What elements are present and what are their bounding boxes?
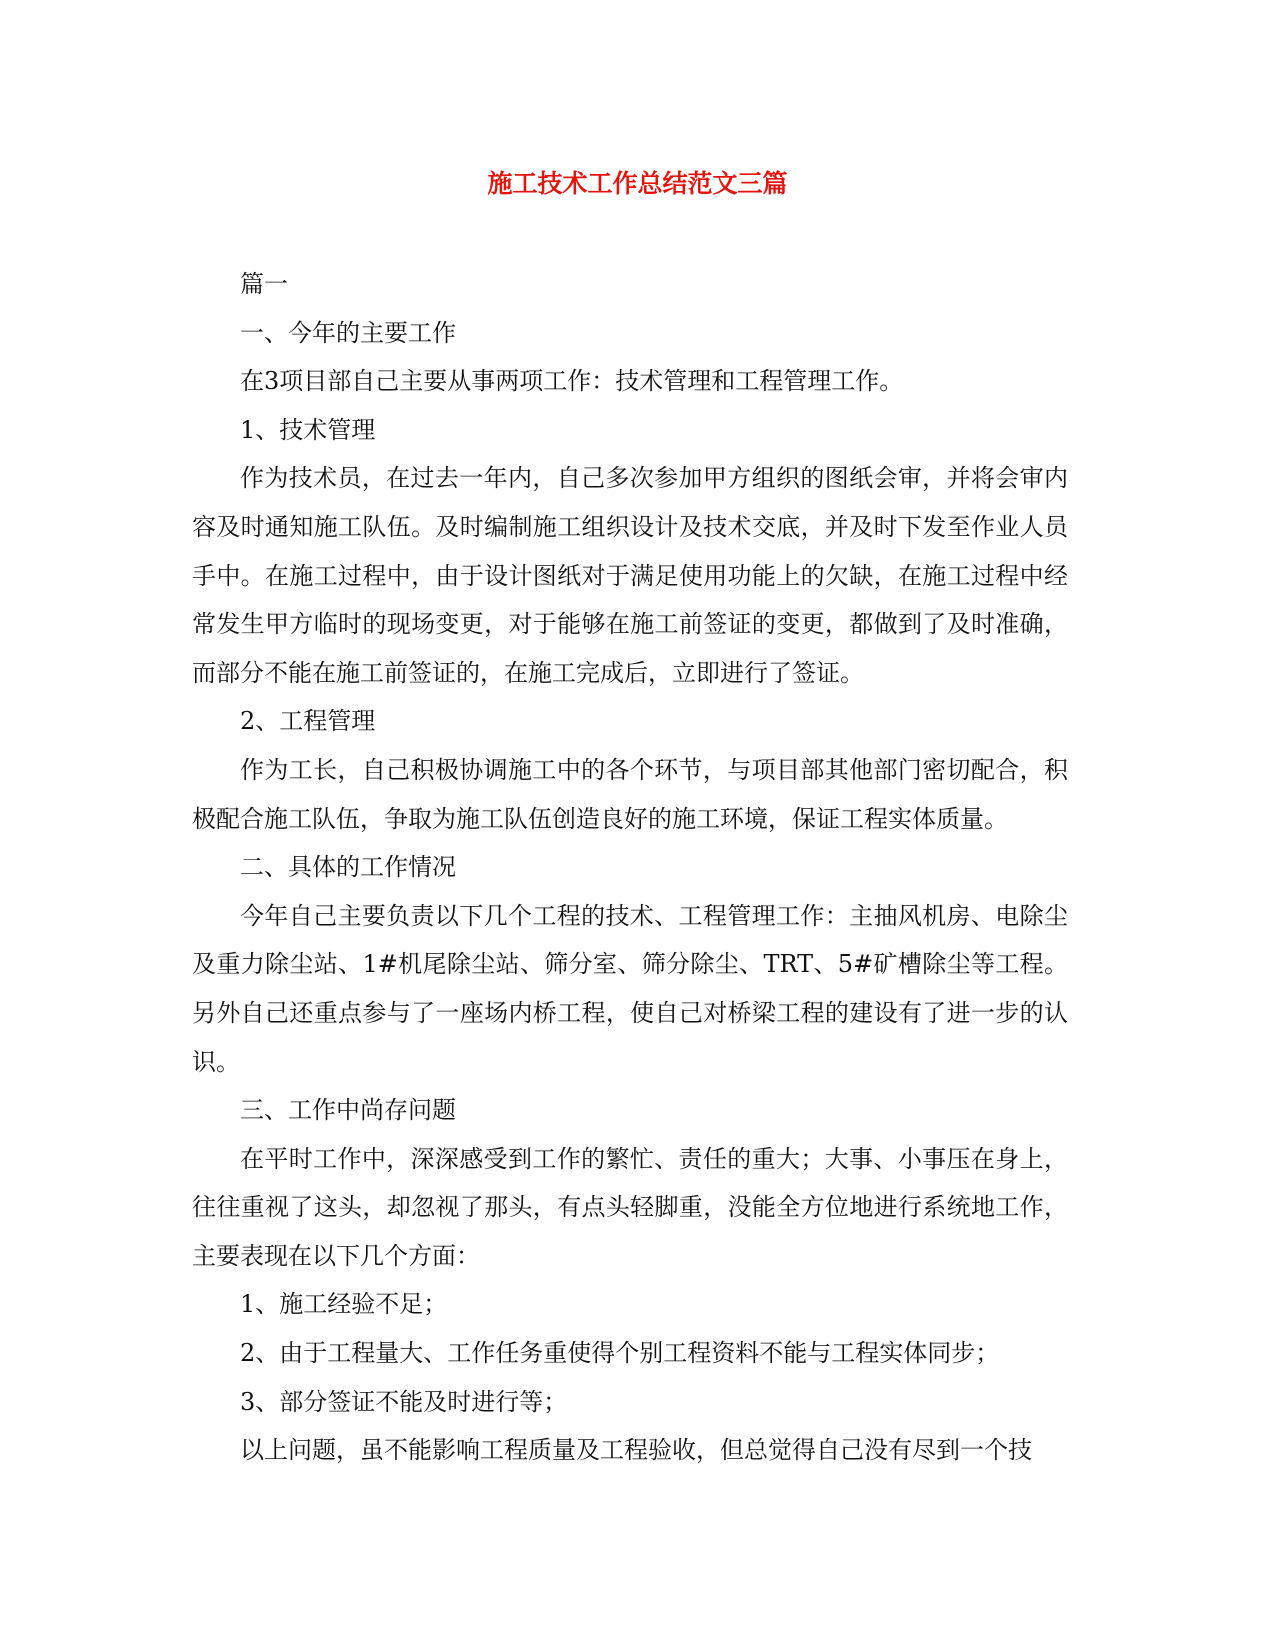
subheading-project-management: 2、工程管理 bbox=[240, 707, 376, 736]
subheading-tech-management: 1、技术管理 bbox=[240, 415, 376, 444]
paragraph-project-management: 作为工长，自己积极协调施工中的各个环节，与项目部其他部门密切配合，积极配合施工队伍，争取为施工队伍创造良好的施工环境，保证工程实体质量。 bbox=[192, 755, 1068, 833]
document-title: 施工技术工作总结范文三篇 bbox=[487, 169, 788, 198]
heading-specific-work: 二、具体的工作情况 bbox=[240, 853, 456, 882]
paragraph-specific-work: 今年自己主要负责以下几个工程的技术、工程管理工作：主抽风机房、电除尘及重力除尘站、1#机尾除尘站、筛分室、筛分除尘、TRT、5#矿槽除尘等工程。另外自己还重点参与了一座场内桥工程，使自己对桥梁工程的建设有了进一步的认识。 bbox=[192, 901, 1068, 1076]
paragraph-tech-management: 作为技术员，在过去一年内，自己多次参加甲方组织的图纸会审，并将会审内容及时通知施工队伍。及时编制施工组织设计及技术交底，并及时下发至作业人员手中。在施工过程中，由于设计图纸对于满足使用功能上的欠缺，在施工过程中经常发生甲方临时的现场变更，对于能够在施工前签证的变更，都做到了及时准确，而部分不能在施工前签证的，在施工完成后，立即进行了签证。 bbox=[192, 464, 1068, 687]
document-body bbox=[192, 260, 1068, 1475]
list-item-problem-1: 1、施工经验不足； bbox=[240, 1290, 448, 1319]
heading-main-work: 一、今年的主要工作 bbox=[240, 318, 456, 347]
list-item-problem-2: 2、由于工程量大、工作任务重使得个别工程资料不能与工程实体同步； bbox=[240, 1339, 1000, 1368]
section-label: 篇一 bbox=[240, 270, 288, 298]
paragraph-intro: 在3项目部自己主要从事两项工作：技术管理和工程管理工作。 bbox=[240, 367, 904, 396]
list-item-problem-3: 3、部分签证不能及时进行等； bbox=[240, 1387, 568, 1416]
paragraph-conclusion: 以上问题，虽不能影响工程质量及工程验收，但总觉得自己没有尽到一个技 bbox=[240, 1436, 1032, 1465]
paragraph-problems: 在平时工作中，深深感受到工作的繁忙、责任的重大；大事、小事压在身上，往往重视了这头，却忽视了那头，有点头轻脚重，没能全方位地进行系统地工作，主要表现在以下几个方面： bbox=[192, 1144, 1068, 1270]
heading-problems: 三、工作中尚存问题 bbox=[240, 1096, 456, 1125]
